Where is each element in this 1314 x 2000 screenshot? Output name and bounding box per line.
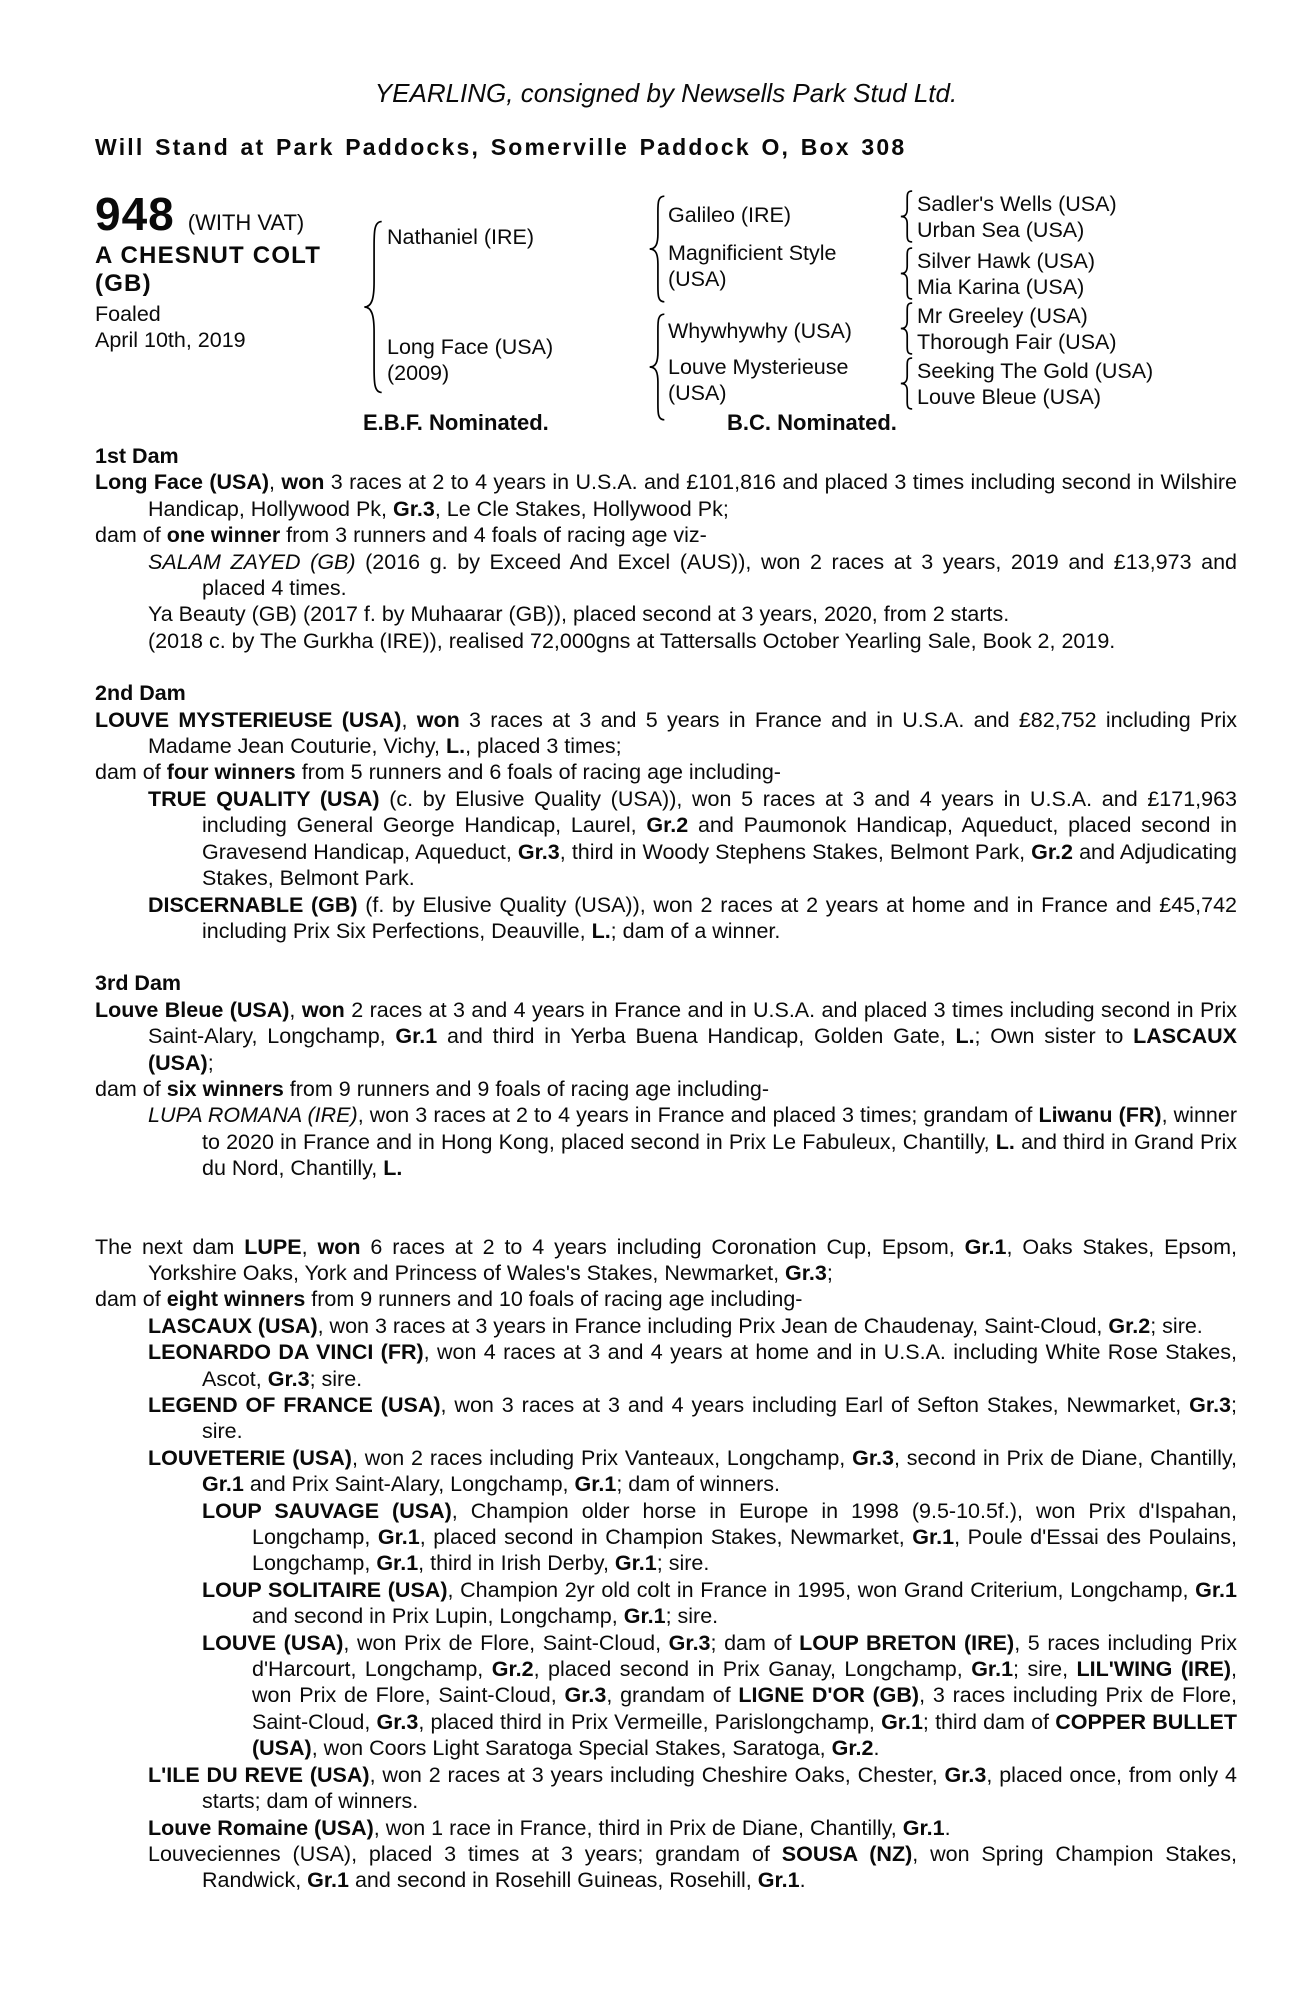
- pedigree-sire: Nathaniel (IRE): [387, 225, 534, 249]
- lot-number-line: [95, 190, 365, 238]
- loup-sauvage-entry: LOUP SAUVAGE (USA), Champion older horse in Europe in 1998 (9.5-10.5f.), won Prix d'Ispahan, Longchamp, Gr.1, placed second in Champion Stakes, Newmarket, Gr.1, Poule d'Essai des Poulains, Longchamp, Gr.1, third in Irish Derby, Gr.1; sire.: [202, 1498, 1237, 1576]
- long-face-para: Long Face (USA), won 3 races at 2 to 4 years in U.S.A. and £101,816 and placed 3 times including second in Wilshire Handicap, Hollywood Pk, Gr.3, Le Cle Stakes, Hollywood Pk;: [95, 470, 1237, 521]
- pedigree-brace-gg1: [898, 190, 915, 243]
- third-dam-heading: 3rd Dam: [95, 971, 182, 996]
- leonardo-da-vinci-entry: LEONARDO DA VINCI (FR), won 4 races at 3 and 4 years at home and in U.S.A. including White Rose Stakes, Ascot, Gr.3; sire.: [148, 1340, 1237, 1391]
- colt-description-line1: A CHESNUT COLT: [95, 242, 322, 269]
- lupe-para: The next dam LUPE, won 6 races at 2 to 4 years including Coronation Cup, Epsom, Gr.1, Oaks Stakes, Epsom, Yorkshire Oaks, York and Princess of Wales's Stakes, Newmarket, Gr.3;: [95, 1234, 1237, 1285]
- pedigree-dam-sire: Whywhywhy (USA): [668, 319, 852, 343]
- gurkha-colt-entry: (2018 c. by The Gurkha (IRE)), realised 72,000gns at Tattersalls October Yearling Sale, Book 2, 2019.: [148, 628, 1116, 653]
- lot-number: 948: [95, 188, 175, 240]
- louve-usa-entry: LOUVE (USA), won Prix de Flore, Saint-Cloud, Gr.3; dam of LOUP BRETON (IRE), 5 races including Prix d'Harcourt, Longchamp, Gr.2, placed second in Prix Ganay, Longchamp, Gr.1; sire, LIL'WING (IRE), won Prix de Flore, Saint-Cloud, Gr.3, grandam of LIGNE D'OR (GB), 3 races including Prix de Flore, Saint-Cloud, Gr.3, placed third in Prix Vermeille, Parislongchamp, Gr.1; third dam of COPPER BULLET (USA), won Coors Light Saratoga Special Stakes, Saratoga, Gr.2.: [202, 1630, 1238, 1761]
- foaled-label: Foaled: [95, 302, 161, 326]
- stand-location-line: Will Stand at Park Paddocks, Somerville Paddock O, Box 308: [95, 134, 907, 160]
- pedigree-gg-louve-bleue: Louve Bleue (USA): [917, 385, 1102, 409]
- pedigree-block: [95, 188, 1237, 410]
- louveterie-entry: LOUVETERIE (USA), won 2 races including Prix Vanteaux, Longchamp, Gr.3, second in Prix de Diane, Chantilly, Gr.1 and Prix Saint-Alary, Longchamp, Gr.1; dam of winners.: [148, 1445, 1237, 1497]
- pedigree-brace-sire-parents: [646, 194, 668, 304]
- pedigree-sire-sire: Galileo (IRE): [668, 203, 792, 227]
- third-dam-produce-line: dam of six winners from 9 runners and 9 foals of racing age including-: [95, 1076, 770, 1101]
- pedigree-brace-gen1: [360, 218, 386, 396]
- vat-note: (WITH VAT): [187, 210, 305, 235]
- pedigree-gg-mia-karina: Mia Karina (USA): [917, 275, 1085, 299]
- pedigree-text: [95, 443, 1237, 1894]
- lile-du-reve-entry: L'ILE DU REVE (USA), won 2 races at 3 years including Cheshire Oaks, Chester, Gr.3, placed once, from only 4 starts; dam of winners.: [148, 1762, 1237, 1814]
- second-dam-produce-line: dam of four winners from 5 runners and 6 foals of racing age including-: [95, 760, 781, 785]
- pedigree-gg-thorough-fair: Thorough Fair (USA): [917, 330, 1117, 354]
- ya-beauty-entry: Ya Beauty (GB) (2017 f. by Muhaarar (GB)), placed second at 3 years, 2020, from 2 starts.: [148, 602, 1010, 627]
- foaled-date: April 10th, 2019: [95, 328, 246, 352]
- pedigree-sire-dam: Magnificient Style (USA): [668, 241, 837, 291]
- ebf-nomination: E.B.F. Nominated.: [363, 410, 549, 435]
- pedigree-gg-urban-sea: Urban Sea (USA): [917, 218, 1085, 242]
- first-dam-produce-line: dam of one winner from 3 runners and 4 foals of racing age viz-: [95, 523, 707, 548]
- louve-bleue-para: Louve Bleue (USA), won 2 races at 3 and 4 years in France and in U.S.A. and placed 3 times including second in Prix Saint-Alary, Longchamp, Gr.1 and third in Yerba Buena Handicap, Golden Gate, L.; Own sister to LASCAUX (USA);: [95, 997, 1237, 1075]
- pedigree-brace-gg4: [898, 357, 915, 410]
- legend-of-france-entry: LEGEND OF FRANCE (USA), won 3 races at 3 and 4 years including Earl of Sefton Stakes, Newmarket, Gr.3; sire.: [148, 1393, 1237, 1444]
- louveciennes-entry: Louveciennes (USA), placed 3 times at 3 years; grandam of SOUSA (NZ), won Spring Champion Stakes, Randwick, Gr.1 and second in Rosehill Guineas, Rosehill, Gr.1.: [148, 1841, 1237, 1893]
- pedigree-gg-mr-greeley: Mr Greeley (USA): [917, 304, 1088, 328]
- pedigree-dam-dam: Louve Mysterieuse (USA): [668, 355, 849, 405]
- pedigree-dam: Long Face (USA) (2009): [387, 335, 554, 385]
- lascaux-entry: LASCAUX (USA), won 3 races at 3 years in France including Prix Jean de Chaudenay, Saint-Cloud, Gr.2; sire.: [148, 1313, 1203, 1338]
- first-dam-heading: 1st Dam: [95, 444, 179, 468]
- nominations-line: [95, 410, 1237, 437]
- consignor-title: YEARLING, consigned by Newsells Park Stud Ltd.: [374, 78, 958, 108]
- lupa-romana-entry: LUPA ROMANA (IRE), won 3 races at 2 to 4 years in France and placed 3 times; grandam of Liwanu (FR), winner to 2020 in France and in Hong Kong, placed second in Prix Le Fabuleux, Chantilly, L. and third in Grand Prix du Nord, Chantilly, L.: [148, 1103, 1237, 1181]
- pedigree-brace-gg2: [898, 247, 915, 300]
- pedigree-gg-seeking-the-gold: Seeking The Gold (USA): [917, 359, 1154, 383]
- lupe-produce-line: dam of eight winners from 9 runners and 10 foals of racing age including-: [95, 1287, 803, 1312]
- loup-solitaire-entry: LOUP SOLITAIRE (USA), Champion 2yr old colt in France in 1995, won Grand Criterium, Longchamp, Gr.1 and second in Prix Lupin, Longchamp, Gr.1; sire.: [202, 1577, 1237, 1629]
- louve-mysterieuse-para: LOUVE MYSTERIEUSE (USA), won 3 races at 3 and 5 years in France and in U.S.A. and £82,752 including Prix Madame Jean Couturie, Vichy, L., placed 3 times;: [95, 707, 1237, 759]
- louve-romaine-entry: Louve Romaine (USA), won 1 race in France, third in Prix de Diane, Chantilly, Gr.1.: [148, 1815, 951, 1840]
- pedigree-brace-dam-parents: [646, 312, 668, 422]
- true-quality-entry: TRUE QUALITY (USA) (c. by Elusive Quality (USA)), won 5 races at 3 and 4 years in U.S.A. and £171,963 including General George Handicap, Laurel, Gr.2 and Paumonok Handicap, Aqueduct, placed second in Gravesend Handicap, Aqueduct, Gr.3, third in Woody Stephens Stakes, Belmont Park, Gr.2 and Adjudicating Stakes, Belmont Park.: [148, 786, 1238, 891]
- pedigree-brace-gg3: [898, 302, 915, 355]
- salam-zayed-entry: SALAM ZAYED (GB) (2016 g. by Exceed And Excel (AUS)), won 2 races at 3 years, 2019 and £13,973 and placed 4 times.: [148, 549, 1237, 601]
- bc-nomination: B.C. Nominated.: [727, 410, 897, 435]
- second-dam-heading: 2nd Dam: [95, 681, 186, 706]
- lot-info-block: [95, 190, 365, 353]
- pedigree-gg-silver-hawk: Silver Hawk (USA): [917, 249, 1095, 273]
- colt-description-line2: (GB): [95, 270, 152, 297]
- pedigree-gg-sadlers-wells: Sadler's Wells (USA): [917, 192, 1117, 216]
- discernable-entry: DISCERNABLE (GB) (f. by Elusive Quality (USA)), won 2 races at 2 years at home and in France and £45,742 including Prix Six Perfections, Deauville, L.; dam of a winner.: [148, 892, 1237, 943]
